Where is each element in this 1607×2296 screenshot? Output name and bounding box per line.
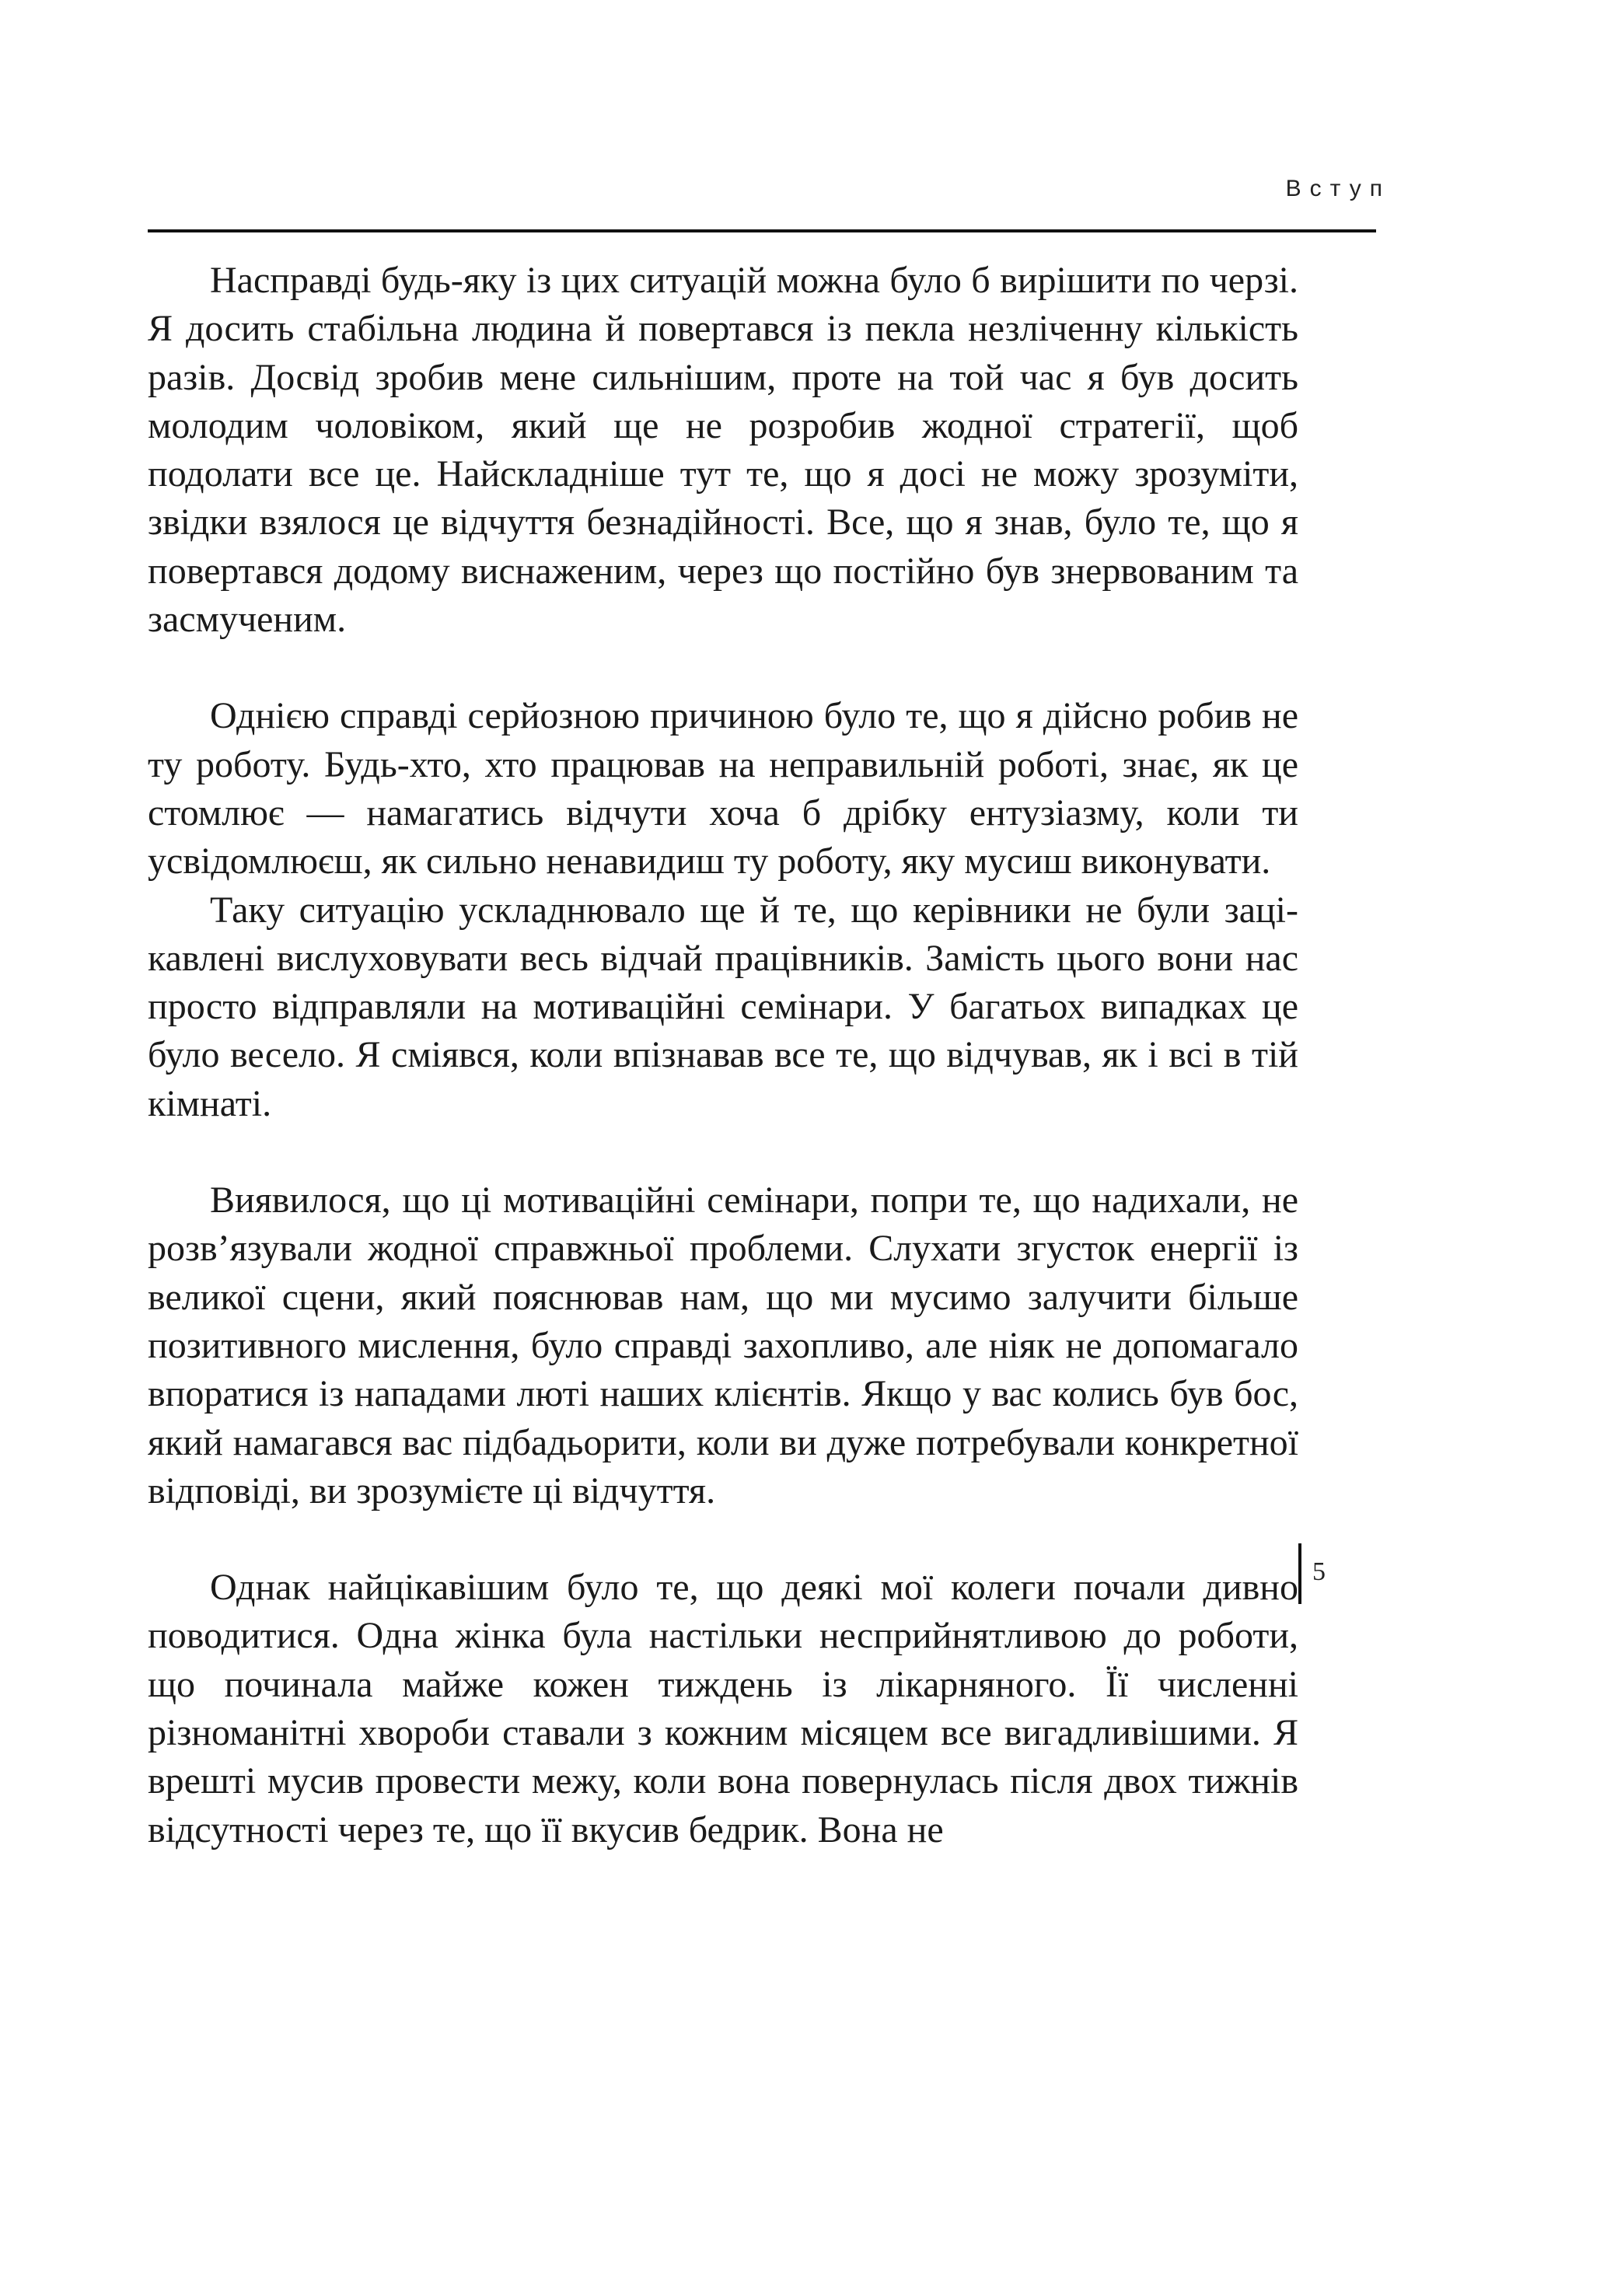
paragraph: Однією справді серйозною причиною було те, що я дійсно робив не ту роботу. Будь-хто, хто працював на неправильній роботі, знає, як це стомлює — намагатись відчути хоча б дрібку ентузіазму, коли ти усвідомлюєш, як сильно ненавидиш ту роботу, яку мусиш виконувати. [148,695,1298,882]
paragraph: Насправді будь-яку із цих ситуацій можна було б вирішити по черзі. Я досить стабільна людина й повертався із пекла незліченну кількість разів. Досвід зробив мене сильнішим, проте на той час я був досить молодим чоловіком, який ще не розробив жодної стратегії, щоб подолати все це. Найскладніше тут те, що я досі не можу зрозуміти, звідки взялося це відчуття безнадійності. Все, що я знав, було те, що я повертався додому виснаженим, через що постійно був знервованим та засмученим. [148,260,1298,641]
paragraph: Виявилося, що ці мотиваційні семінари, попри те, що надихали, не розв’язували жодної справжньої проблеми. Слухати згусток енергії із великої сцени, який пояснював нам, що ми мусимо залучити більше позитивного мислення, було справді захопливо, але ніяк не допомагало впоратися із нападами люті наших клієнтів. Якщо у вас колись був бос, який намагався вас підбадьорити, коли ви дуже потребували конкретної відповіді, ви зрозумієте ці відчуття. [148,1179,1298,1511]
header-rule [148,229,1376,232]
page-number-rule [1298,1543,1301,1604]
paragraph: Таку ситуацію ускладнювало ще й те, що керівники не були зацікавлені вислуховувати весь відчай працівників. Замість цього вони нас просто відправляли на мотиваційні семінари. У багатьох випадках це було весело. Я сміявся, коли впізнавав все те, що відчував, як і всі в тій кімнаті. [148,889,1298,1124]
page-number: 5 [1312,1557,1326,1586]
paragraph: Однак найцікавішим було те, що деякі мої колеги почали дивно поводитися. Одна жінка була настільки несприйнятливою до роботи, що починала майже кожен тиждень із лікарняного. Її численні різноманітні хвороби ставали з кожним місяцем все вигадливішими. Я врешті мусив провести межу, коли вона повернулась після двох тижнів відсутності через те, що її вкусив бедрик. Вона не [148,1567,1298,1850]
body-text [148,257,1298,1854]
running-head-title: Вступ [1285,176,1391,201]
